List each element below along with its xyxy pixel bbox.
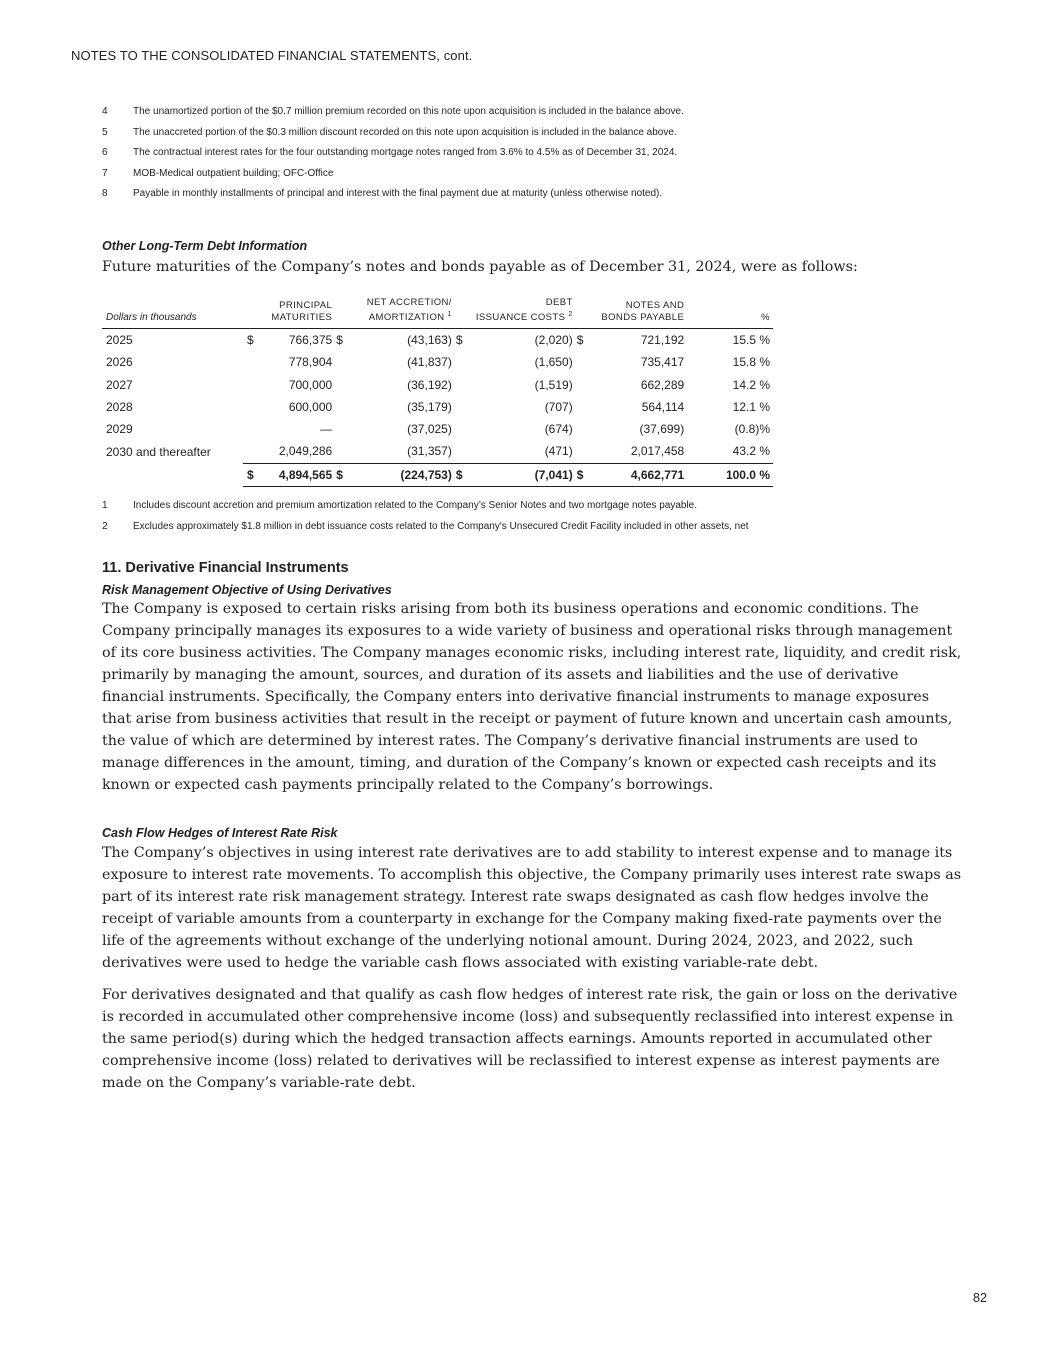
other-debt-intro: Future maturities of the Company’s notes and bonds payable as of December 31, 2024, were as follows:: [102, 259, 858, 275]
page-header: NOTES TO THE CONSOLIDATED FINANCIAL STATEMENTS, cont.: [71, 48, 473, 63]
table-row: 2027 700,000 (36,192) (1,519) 662,289 14.2 %: [106, 377, 770, 392]
footnote-text: Payable in monthly installments of principal and interest with the final payment due at maturity (unless otherwise noted).: [133, 188, 663, 199]
footnote-text: The unaccreted portion of the $0.3 million discount recorded on this note upon acquisition is included in the balance above.: [133, 126, 677, 138]
footnote: [102, 164, 982, 185]
footnote-number: 2: [102, 520, 108, 532]
table-row: 2028 600,000 (35,179) (707) 564,114 12.1 %: [106, 399, 770, 414]
table-total-row: $ 4,894,565 $ (224,753) $ (7,041) $ 4,662,771 100.0 %: [102, 463, 773, 486]
footnote-text: The contractual interest rates for the four outstanding mortgage notes ranged from 3.6% to 4.5% as of December 31, 2024.: [133, 147, 678, 158]
footnote-text: Includes discount accretion and premium amortization related to the Company’s Senior Notes and two mortgage notes payable.: [133, 500, 698, 511]
footnote-number: 6: [102, 147, 108, 158]
hedge-paragraph-2: For derivatives designated and that qualify as cash flow hedges of interest rate risk, the gain or loss on the derivative is recorded in accumulated other comprehensive income (loss) and subsequently reclassified into interest expense in the same period(s) during which the hedged transaction affects earnings. Amounts reported in accumulated other comprehensive income (loss) related to derivatives will be reclassified to interest expense as interest payments are made on the Company’s variable-rate debt.: [102, 987, 958, 1091]
footnote-text: The unamortized portion of the $0.7 million premium recorded on this note upon acquisition is included in the balance above.: [133, 106, 684, 117]
footnote-number: 1: [102, 500, 108, 511]
hedge-paragraph-1: The Company’s objectives in using interest rate derivatives are to add stability to interest expense and to manage its exposure to interest rate movements. To accomplish this objective, the Company primarily uses interest rate swaps as part of its interest rate risk management strategy. Interest rate swaps designated as cash flow hedges involve the receipt of variable amounts from a counterparty in exchange for the Company making fixed-rate payments over the life of the agreements without exchange of the underlying notional amount. During 2024, 2023, and 2022, such derivatives were used to hedge the variable cash flows associated with existing variable-rate debt.: [102, 845, 962, 971]
table-row: 2026 778,904 (41,837) (1,650) 735,417 15.8 %: [106, 355, 770, 370]
col-notes-bonds-header: NOTES AND BONDS PAYABLE: [573, 297, 685, 329]
table-row: 2029 — (37,025) (674) (37,699) (0.8)%: [106, 422, 770, 437]
risk-paragraph: The Company is exposed to certain risks arising from both its business operations and economic conditions. The Company principally manages its exposures to a wide variety of business and operational risks through management of its core business activities. The Company manages economic risks, including interest rate, liquidity, and credit risk, primarily by managing the amount, sources, and duration of its assets and liabilities and the use of derivative financial instruments. Specifically, the Company enters into derivative financial instruments to manage exposures that arise from business activities that result in the receipt or payment of future known and uncertain cash amounts, the value of which are determined by interest rates. The Company’s derivative financial instruments are used to manage differences in the amount, timing, and duration of the Company’s known or expected cash receipts and its known or expected cash payments principally related to the Company’s borrowings.: [102, 601, 962, 793]
table-header-row: [102, 297, 773, 329]
col-percent-header: %: [684, 297, 773, 329]
footnote: [102, 517, 982, 538]
hedge-heading: Cash Flow Hedges of Interest Rate Risk: [102, 826, 338, 840]
footnote-number: 4: [102, 106, 108, 117]
footnote: [102, 123, 982, 144]
footnote: [102, 496, 982, 517]
footnote: [102, 143, 982, 164]
units-label: Dollars in thousands: [102, 297, 243, 329]
footnote: [102, 102, 982, 123]
footnote-number: 7: [102, 167, 108, 179]
risk-heading: Risk Management Objective of Using Derivatives: [102, 583, 392, 597]
footnote-text: Excludes approximately $1.8 million in debt issuance costs related to the Company's Unsecured Credit Facility included in other assets, net: [133, 520, 749, 532]
section-title: 11. Derivative Financial Instruments: [102, 560, 349, 576]
footnote: [102, 184, 982, 205]
table-footnotes: [102, 496, 982, 537]
col-net-accretion-header: NET ACCRETION/ AMORTIZATION $^1$: [332, 297, 452, 329]
maturities-table: [102, 297, 773, 487]
other-debt-heading: Other Long-Term Debt Information: [102, 239, 308, 253]
footnote-number: 5: [102, 126, 108, 138]
footnote-number: 8: [102, 188, 108, 199]
footnote-text: MOB-Medical outpatient building; OFC-Office: [133, 167, 334, 179]
col-principal-header: PRINCIPAL MATURITIES: [243, 297, 332, 329]
table-row: 2025 $ 766,375 $ (43,163) $ (2,020) $ 721,192 15.5 %: [106, 333, 770, 348]
page-number: 82: [973, 1291, 987, 1305]
top-footnotes: [102, 102, 982, 205]
table-row: 2030 and thereafter 2,049,286 (31,357) (471) 2,017,458 43.2 %: [106, 444, 770, 459]
col-debt-issuance-header: DEBT ISSUANCE COSTS $^2$: [452, 297, 573, 329]
